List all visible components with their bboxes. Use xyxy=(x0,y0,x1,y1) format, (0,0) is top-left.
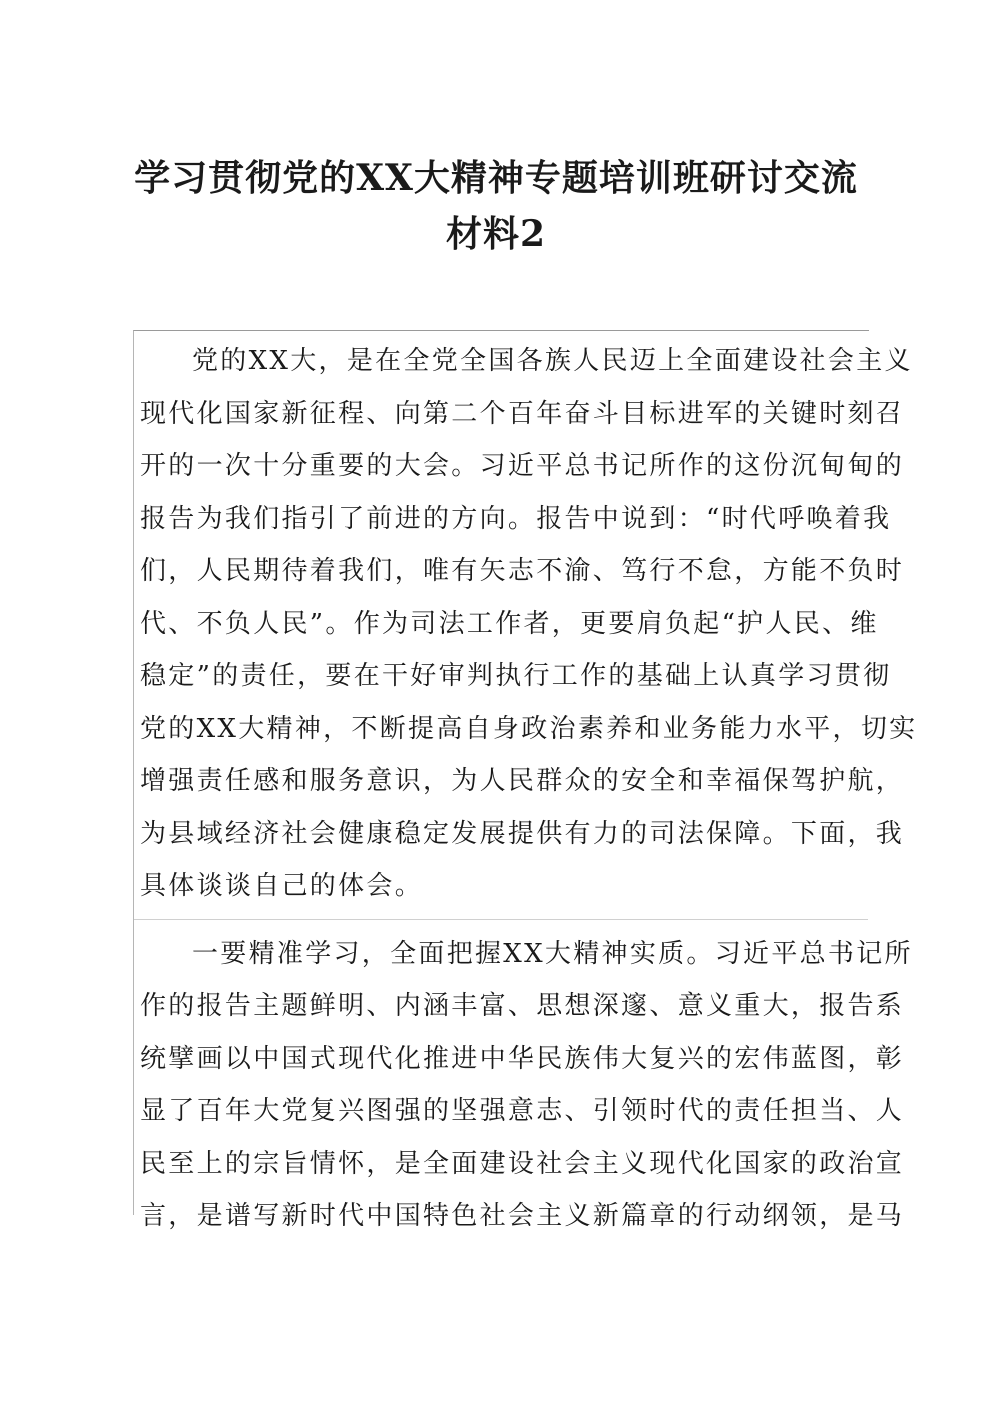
text-line: 作的报告主题鲜明、内涵丰富、思想深邃、意义重大，报告系 xyxy=(140,991,905,1021)
document-body xyxy=(133,330,918,1231)
text-line: 增强责任感和服务意识，为人民群众的安全和幸福保驾护航， xyxy=(140,766,905,796)
text-line: 现代化国家新征程、向第二个百年奋斗目标进军的关键时刻召 xyxy=(140,398,905,429)
text-line: 开的一次十分重要的大会。习近平总书记所作的这份沉甸甸的 xyxy=(140,451,905,481)
paragraph-1 xyxy=(134,335,918,920)
text-line: 民至上的宗旨情怀，是全面建设社会主义现代化国家的政治宣 xyxy=(140,1148,905,1179)
text-line: 报告为我们指引了前进的方向。报告中说到：“时代呼唤着我 xyxy=(140,503,892,534)
paragraph-2 xyxy=(134,928,913,1243)
text-line: 党的XX大，是在全党全国各族人民迈上全面建设社会主义 xyxy=(192,346,913,376)
title-line-1: 学习贯彻党的XX大精神专题培训班研讨交流 xyxy=(134,157,858,199)
document-title xyxy=(100,150,892,262)
text-line: 为县域经济社会健康稳定发展提供有力的司法保障。下面，我 xyxy=(140,818,905,849)
text-line: 党的XX大精神，不断提高自身政治素养和业务能力水平，切实 xyxy=(140,713,918,744)
text-line: 言，是谱写新时代中国特色社会主义新篇章的行动纲领，是马 xyxy=(140,1201,905,1231)
title-line-2: 材料2 xyxy=(445,213,547,255)
text-line: 代、不负人民”。作为司法工作者，更要肩负起“护人民、维 xyxy=(140,608,879,639)
text-line: 统擘画以中国式现代化推进中华民族伟大复兴的宏伟蓝图，彰 xyxy=(140,1043,905,1074)
text-line: 一要精准学习，全面把握XX大精神实质。习近平总书记所 xyxy=(192,938,913,969)
text-line: 显了百年大党复兴图强的坚强意志、引领时代的责任担当、人 xyxy=(140,1096,905,1126)
text-line: 具体谈谈自己的体会。 xyxy=(140,871,424,901)
text-line: 们，人民期待着我们，唯有矢志不渝、笃行不怠，方能不负时 xyxy=(140,556,905,586)
text-line: 稳定”的责任，要在干好审判执行工作的基础上认真学习贯彻 xyxy=(140,661,892,691)
